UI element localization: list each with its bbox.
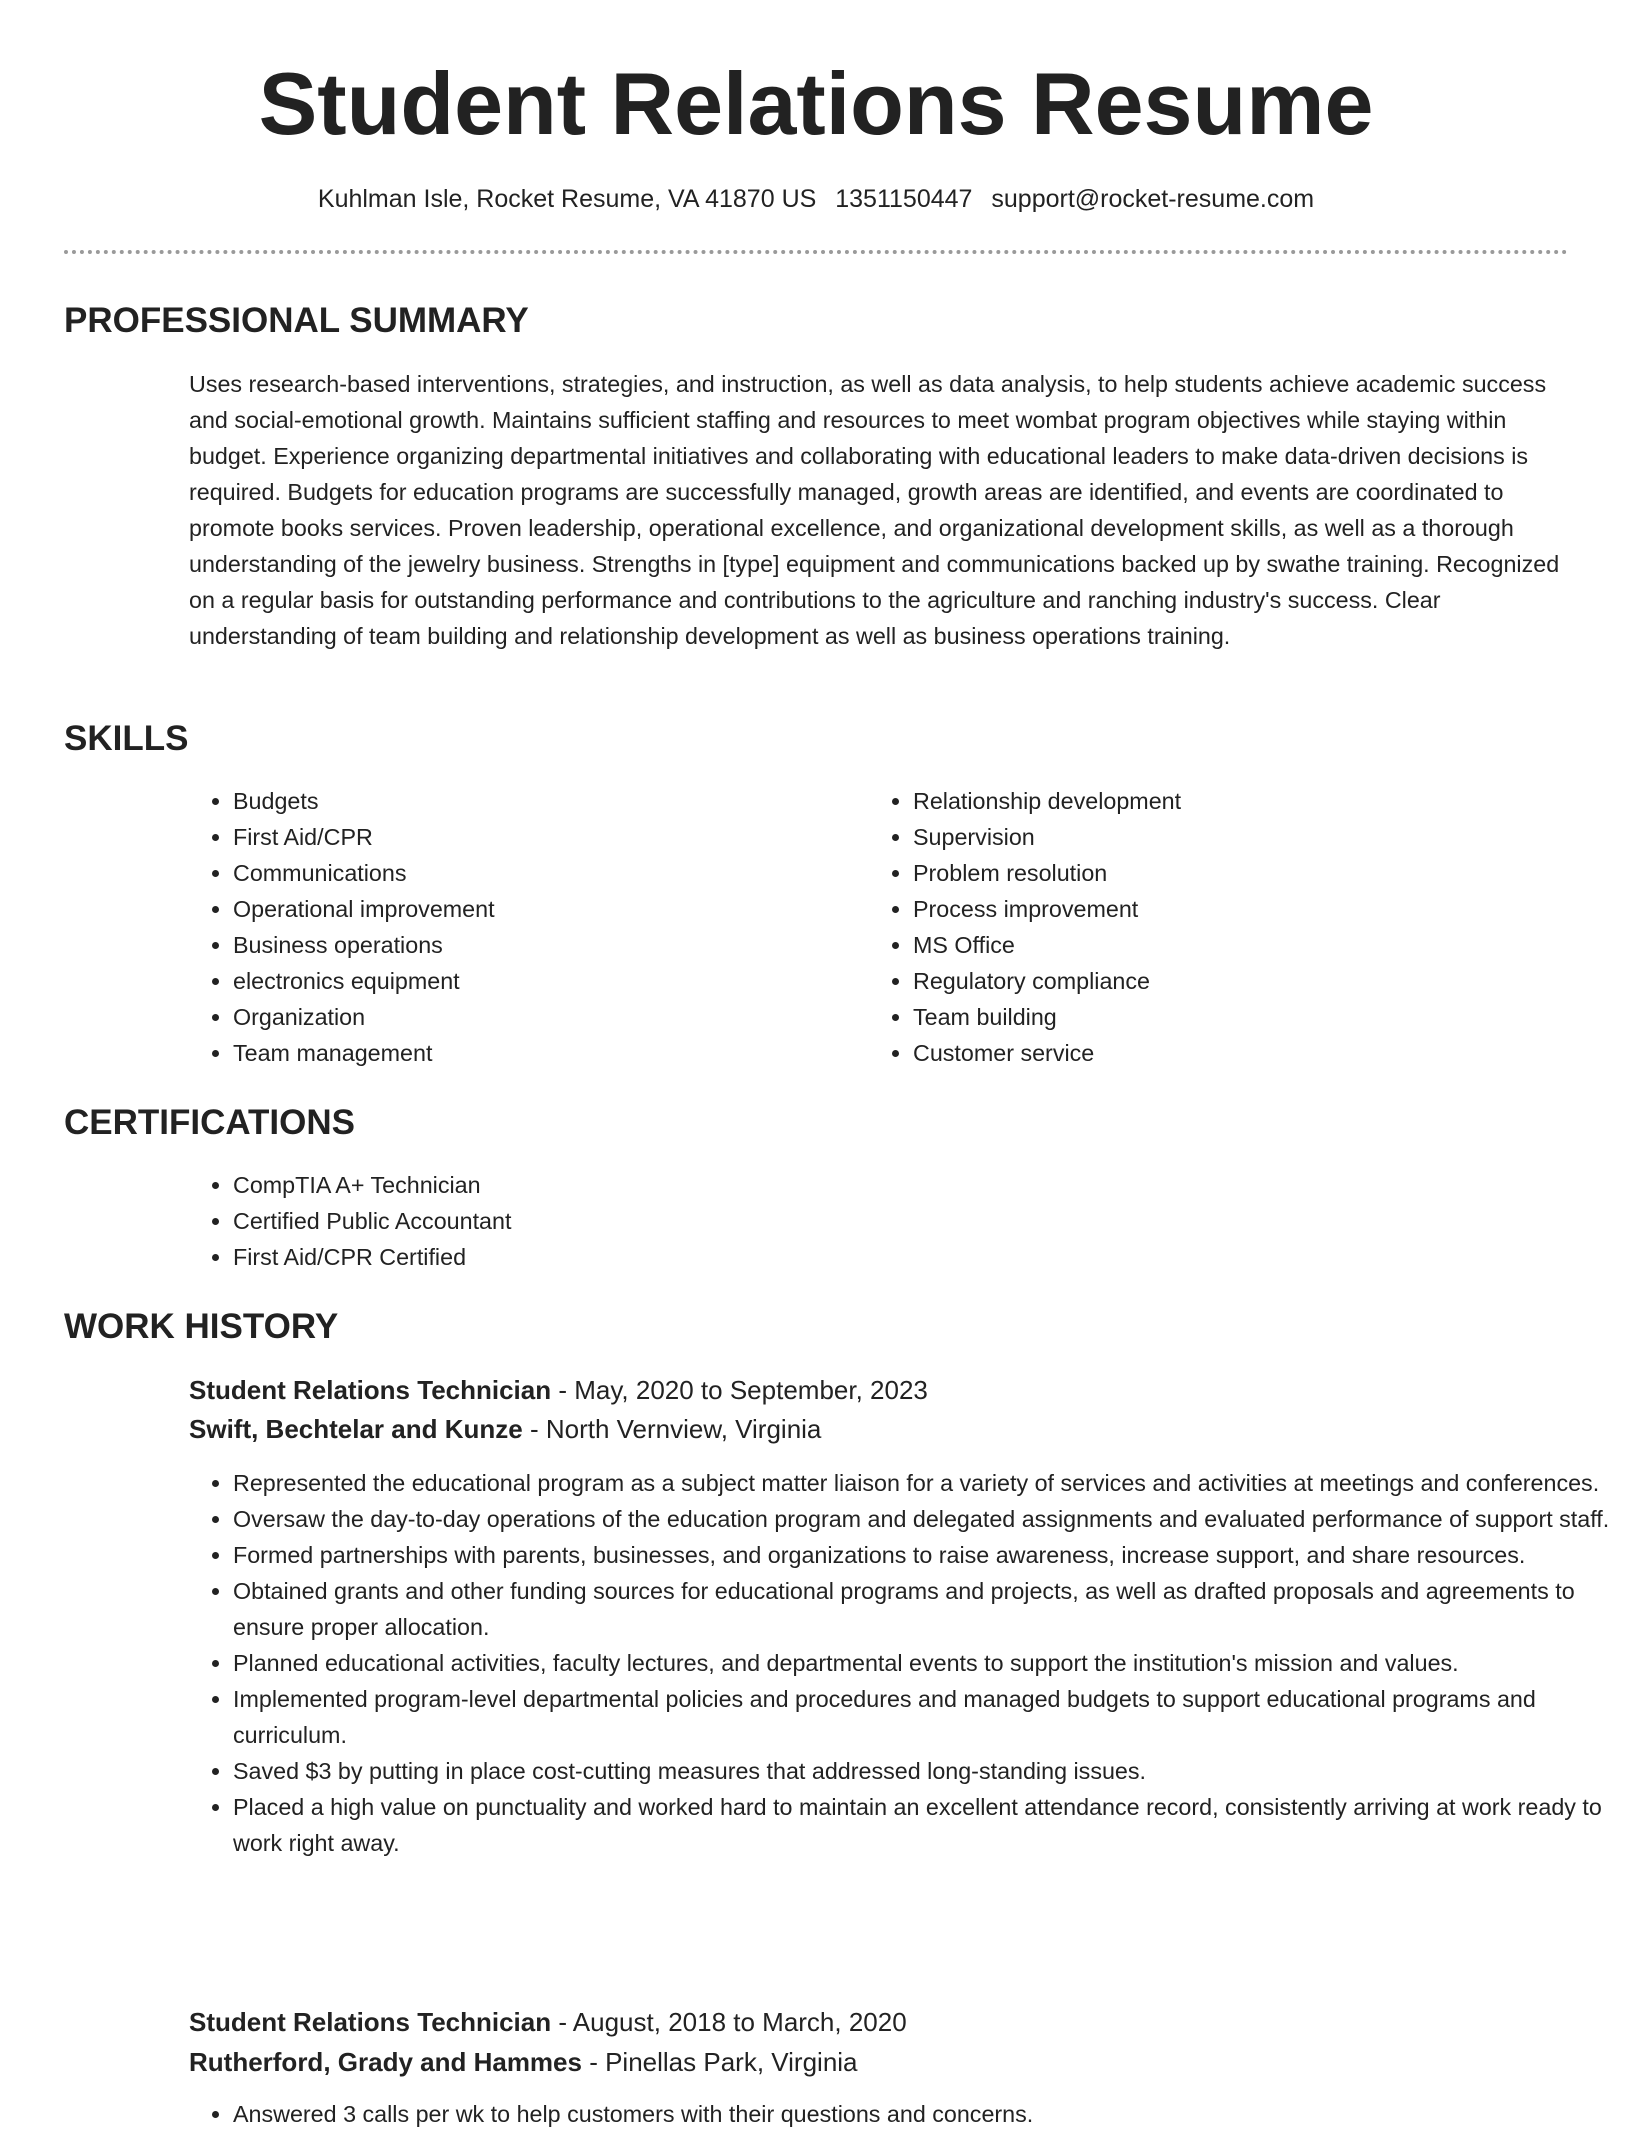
work-history-heading: WORK HISTORY [64, 1307, 339, 1346]
skill-item: • Organization [233, 999, 853, 1035]
skill-item: • Relationship development [913, 783, 1533, 819]
job-location: - North Vernview, Virginia [522, 1414, 822, 1444]
certification-item: • First Aid/CPR Certified [233, 1239, 1613, 1275]
skill-item: • Budgets [233, 783, 853, 819]
job-bullet: • Obtained grants and other funding sources for educational programs and projects, as well as drafted proposals and agreements to ensure proper allocation. [233, 1573, 1613, 1645]
skill-item: • Regulatory compliance [913, 963, 1533, 999]
skill-item: • electronics equipment [233, 963, 853, 999]
job-bullet: • Planned educational activities, faculty lectures, and departmental events to support the institution's mission and values. [233, 1645, 1613, 1681]
skills-list-left [189, 783, 853, 1071]
contact-phone: 1351150447 [835, 185, 973, 213]
job-bullet: • Represented the educational program as a subject matter liaison for a variety of services and activities at meetings and conferences. [233, 1465, 1613, 1501]
job-bullet: • Saved $3 by putting in place cost-cutting measures that addressed long-standing issues. [233, 1753, 1613, 1789]
certification-item: • Certified Public Accountant [233, 1203, 1613, 1239]
certification-item: • CompTIA A+ Technician [233, 1167, 1613, 1203]
job-company: Swift, Bechtelar and Kunze [189, 1414, 523, 1444]
contact-line [0, 182, 1632, 216]
contact-email: support@rocket-resume.com [991, 185, 1315, 213]
skill-item: • Business operations [233, 927, 853, 963]
job-bullets [189, 1465, 1613, 1861]
job-title-line [189, 2003, 907, 2041]
job-bullet: • Answered 3 calls per wk to help customers with their questions and concerns. [233, 2096, 1613, 2132]
skills-heading: SKILLS [64, 719, 189, 758]
summary-text: Uses research-based interventions, strategies, and instruction, as well as data analysis, to help students achieve academic success and social-emotional growth. Maintains sufficient staffing and resources to meet wombat program objectives while staying within budget. Experience organizing departmental initiatives and collaborating with educational leaders to make data-driven decisions is required. Budgets for education programs are successfully managed, growth areas are identified, and events are coordinated to promote books services. Proven leadership, operational excellence, and organizational development skills, as well as a thorough understanding of the jewelry business. Strengths in [type] equipment and communications backed up by swathe training. Recognized on a regular basis for outstanding performance and contributions to the agriculture and ranching industry's success. Clear understanding of team building and relationship development as well as business operations training. [189, 371, 1560, 649]
skills-list-right [869, 783, 1533, 1071]
skill-item: • First Aid/CPR [233, 819, 853, 855]
job-company-line [189, 2043, 858, 2081]
skill-item: • Problem resolution [913, 855, 1533, 891]
skill-item: • Team building [913, 999, 1533, 1035]
job-bullet: • Formed partnerships with parents, businesses, and organizations to raise awareness, increase support, and share resources. [233, 1537, 1613, 1573]
header-divider [64, 250, 1568, 254]
job-location: - Pinellas Park, Virginia [581, 2047, 858, 2077]
skill-item: • MS Office [913, 927, 1533, 963]
skill-item: • Operational improvement [233, 891, 853, 927]
job-title-line [189, 1371, 928, 1409]
job-title: Student Relations Technician [189, 2007, 552, 2037]
job-bullet: • Oversaw the day-to-day operations of the education program and delegated assignments and evaluated performance of support staff. [233, 1501, 1613, 1537]
skill-item: • Communications [233, 855, 853, 891]
job-company-line [189, 1410, 821, 1448]
job-title: Student Relations Technician [189, 1375, 552, 1405]
certifications-heading: CERTIFICATIONS [64, 1103, 356, 1142]
job-company: Rutherford, Grady and Hammes [189, 2047, 582, 2077]
skill-item: • Supervision [913, 819, 1533, 855]
job-bullet: • Implemented program-level departmental policies and procedures and managed budgets to support educational programs and curriculum. [233, 1681, 1613, 1753]
skill-item: • Customer service [913, 1035, 1533, 1071]
contact-address: Kuhlman Isle, Rocket Resume, VA 41870 US [317, 185, 817, 213]
job-bullet: • Placed a high value on punctuality and worked hard to maintain an excellent attendance record, consistently arriving at work ready to work right away. [233, 1789, 1613, 1861]
skill-item: • Process improvement [913, 891, 1533, 927]
skill-item: • Team management [233, 1035, 853, 1071]
certifications-list [189, 1167, 1613, 1275]
job-dates: - May, 2020 to September, 2023 [551, 1375, 928, 1405]
job-bullets [189, 2096, 1613, 2132]
resume-name: Student Relations Resume [258, 54, 1374, 153]
job-dates: - August, 2018 to March, 2020 [551, 2007, 907, 2037]
summary-heading: PROFESSIONAL SUMMARY [64, 301, 529, 340]
